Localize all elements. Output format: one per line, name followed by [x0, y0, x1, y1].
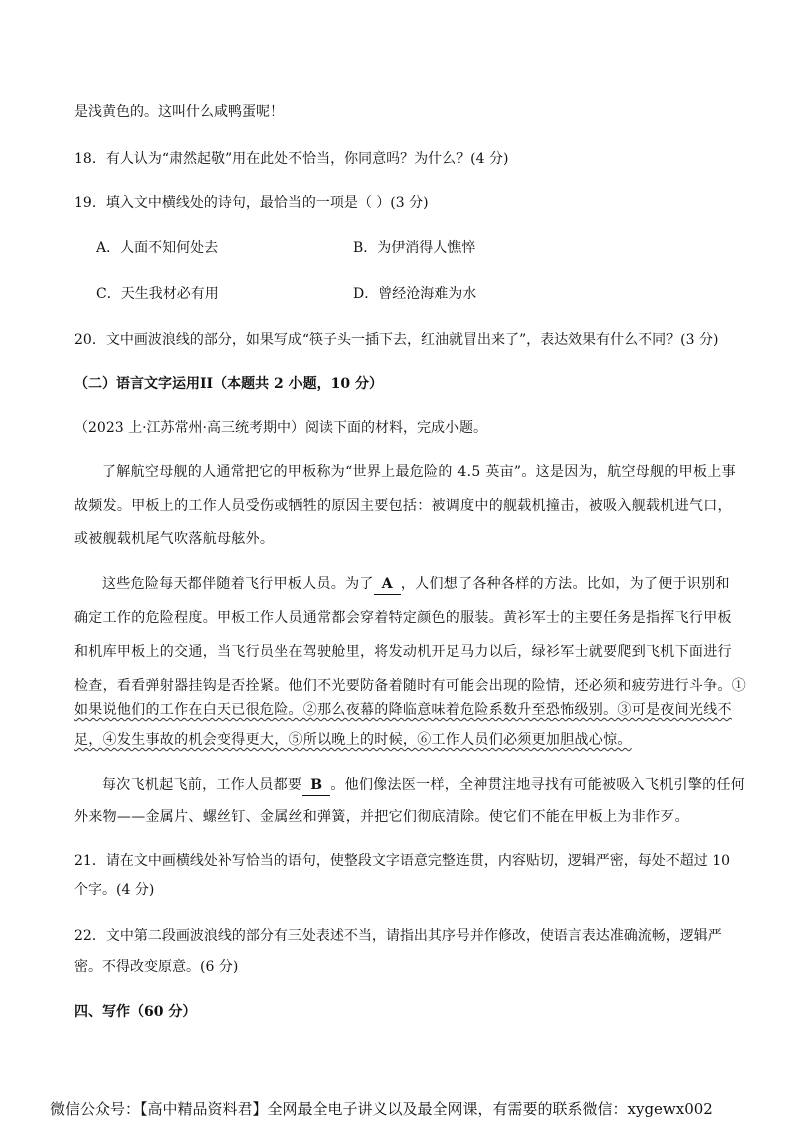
- passage-p2-line5-wavy: 如果说他们的工作在白天已很危险。②那么夜幕的降临意味着危险系数升至恐怖级别。③可是夜间光线不: [74, 702, 732, 718]
- passage-p2-line6-wavy: 足，④发生事故的机会变得更大，⑤所以晚上的时候，⑥工作人员们必须更加胆战心惊。: [74, 732, 632, 748]
- passage-p2-line1-b: ，人们想了各种各样的方法。比如，为了便于识别和: [400, 576, 730, 592]
- question-22-line2: 密。不得改变原意。(6 分): [74, 959, 239, 975]
- question-21-line2: 个字。(4 分): [74, 882, 155, 898]
- question-21-line1: 21．请在文中画横线处补写恰当的语句，使整段文字语意完整连贯，内容贴切，逻辑严密，每处不超过 10: [74, 853, 731, 869]
- q19-option-b: B．为伊消得人憔悴: [353, 240, 476, 256]
- q19-option-a: A．人面不知何处去: [96, 240, 219, 256]
- footer-note: 微信公众号：【高中精品资料君】全网最全电子讲义以及最全网课，有需要的联系微信：xygewx002: [50, 1100, 713, 1118]
- source-line: （2023 上·江苏常州·高三统考期中）阅读下面的材料，完成小题。: [74, 420, 487, 436]
- passage-p1-line1: 了解航空母舰的人通常把它的甲板称为“世界上最危险的 4.5 英亩”。这是因为，航空母舰的甲板上事: [102, 464, 736, 480]
- section-4-title: 四、写作（60 分）: [74, 1004, 197, 1020]
- q19-option-c: C．天生我材必有用: [96, 286, 219, 302]
- passage-p3-line1: [102, 775, 745, 796]
- q19-option-d: D．曾经沧海难为水: [353, 286, 477, 302]
- question-22-line1: 22．文中第二段画波浪线的部分有三处表述不当，请指出其序号并作修改，使语言表达准确流畅，逻辑严: [74, 928, 722, 944]
- passage-p1-line3: 或被舰载机尾气吹落航母舷外。: [74, 531, 275, 547]
- question-20: 20．文中画波浪线的部分，如果写成“筷子头一插下去，红油就冒出来了”，表达效果有什么不同？(3 分): [74, 332, 719, 348]
- passage-p2-line3: 和机库甲板上的交通，当飞行员坐在驾驶舱里，将发动机开足马力以后，绿衫军士就要爬到飞机下面进行: [74, 644, 732, 660]
- passage-p2-line4: 检查，看看弹射器挂钩是否拴紧。他们不光要防备着随时有可能会出现的险情，还必须和疲劳进行斗争。①: [74, 678, 747, 694]
- passage-p3-line1-b: 。他们像法医一样，全神贯注地寻找有可能被吸入飞机引擎的任何: [330, 777, 746, 793]
- passage-p2-line1-a: 这些危险每天都伴随着飞行甲板人员。为了: [102, 576, 374, 592]
- blank-a: A: [374, 574, 401, 595]
- question-19: 19．填入文中横线处的诗句，最恰当的一项是（ ）(3 分): [74, 195, 429, 211]
- passage-p3-line2: 外来物——金属片、螺丝钉、金属丝和弹簧，并把它们彻底清除。使它们不能在甲板上为非作歹。: [74, 809, 689, 825]
- blank-b: B: [302, 775, 330, 796]
- passage-p2-line2: 确定工作的危险程度。甲板工作人员通常都会穿着特定颜色的服装。黄衫军士的主要任务是指挥飞行甲板: [74, 610, 732, 626]
- passage-p1-line2: 故频发。甲板上的工作人员受伤或牺牲的原因主要包括：被调度中的舰载机撞击，被吸入舰载机进气口，: [74, 498, 732, 514]
- passage-p3-line1-a: 每次飞机起飞前，工作人员都要: [102, 777, 303, 793]
- passage-p2-line1: [102, 574, 730, 595]
- question-18: 18．有人认为“肃然起敬”用在此处不恰当，你同意吗？为什么？(4 分): [74, 151, 509, 167]
- continuation-line: 是浅黄色的。这叫什么咸鸭蛋呢！: [74, 104, 284, 120]
- section-2-title: （二）语言文字运用II（本题共 2 小题，10 分）: [74, 376, 383, 392]
